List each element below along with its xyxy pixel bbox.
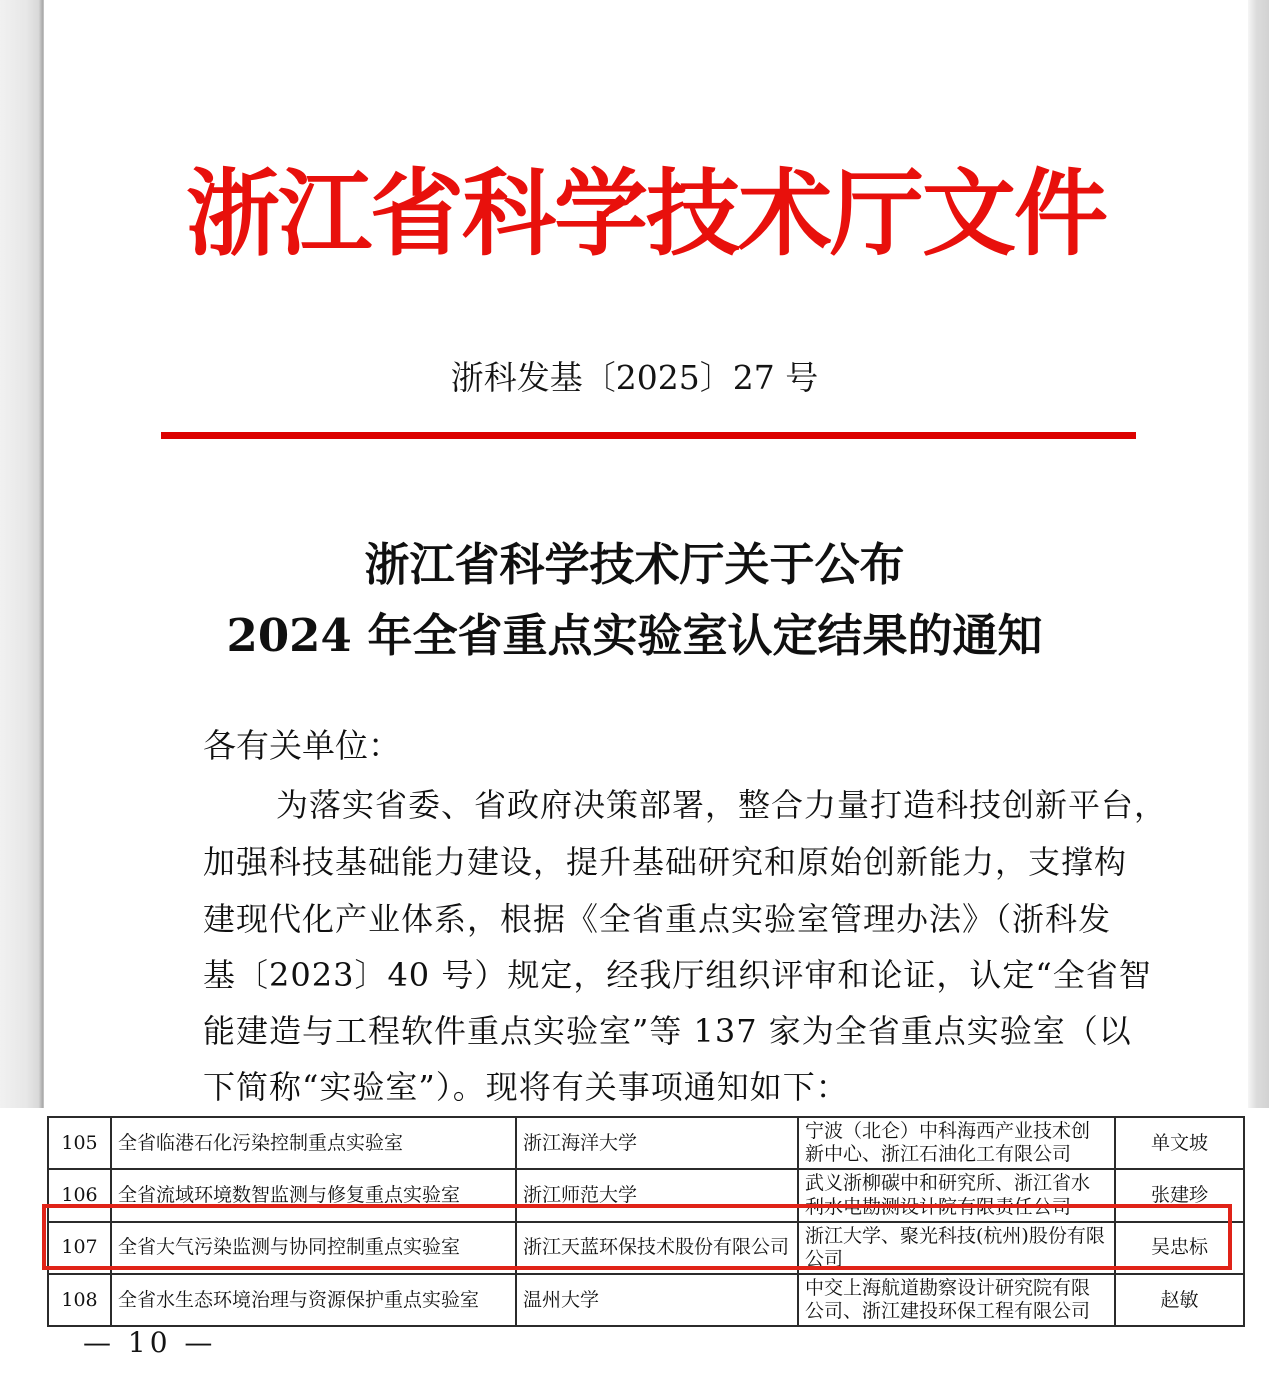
host-unit-cell: 温州大学 <box>516 1274 798 1326</box>
lab-name-cell: 全省临港石化污染控制重点实验室 <box>111 1117 516 1169</box>
body-line: 建现代化产业体系，根据《全省重点实验室管理办法》（浙科发 <box>203 900 1112 938</box>
lab-name-cell: 全省水生态环境治理与资源保护重点实验室 <box>111 1274 516 1326</box>
partner-unit-cell: 中交上海航道勘察设计研究院有限公司、浙江建投环保工程有限公司 <box>798 1274 1115 1326</box>
host-unit-cell: 浙江海洋大学 <box>516 1117 798 1169</box>
row-107-highlight-box <box>42 1204 1232 1270</box>
body-line: 加强科技基础能力建设，提升基础研究和原始创新能力，支撑构 <box>203 843 1128 881</box>
lab-name-cell: 全省大气污染监测与协同控制重点实验室 <box>111 1222 516 1274</box>
salutation: 各有关单位： <box>203 726 401 765</box>
host-unit-cell: 浙江师范大学 <box>516 1169 798 1221</box>
document-number: 浙科发基〔2025〕27 号 <box>450 358 819 397</box>
red-divider-rule <box>161 432 1136 439</box>
body-line: 下简称“实验室”）。现将有关事项通知如下： <box>203 1068 849 1106</box>
page-number: — 10 — <box>83 1326 217 1359</box>
director-cell: 单文坡 <box>1115 1117 1244 1169</box>
director-cell: 吴忠标 <box>1115 1222 1244 1274</box>
table-row <box>48 1117 1244 1169</box>
table-row <box>48 1274 1244 1326</box>
partner-unit-cell: 浙江大学、聚光科技(杭州)股份有限公司 <box>798 1222 1115 1274</box>
row-number-cell: 108 <box>48 1274 111 1326</box>
notice-title-line1: 浙江省科学技术厅关于公布 <box>364 538 905 591</box>
host-unit-cell: 浙江天蓝环保技术股份有限公司 <box>516 1222 798 1274</box>
row-number-cell: 107 <box>48 1222 111 1274</box>
notice-title-line2: 2024 年全省重点实验室认定结果的通知 <box>226 609 1043 662</box>
body-line: 为落实省委、省政府决策部署，整合力量打造科技创新平台， <box>276 786 1168 824</box>
row-number-cell: 105 <box>48 1117 111 1169</box>
document-header-title: 浙江省科学技术厅文件 <box>185 159 1106 269</box>
body-line: 基〔2023〕40 号）规定，经我厅组织评审和论证，认定“全省智 <box>203 956 1152 994</box>
lab-name-cell: 全省流域环境数智监测与修复重点实验室 <box>111 1169 516 1221</box>
director-cell: 赵敏 <box>1115 1274 1244 1326</box>
body-line: 能建造与工程软件重点实验室”等 137 家为全省重点实验室（以 <box>203 1012 1132 1050</box>
partner-unit-cell: 武义浙柳碳中和研究所、浙江省水利水电勘测设计院有限责任公司 <box>798 1169 1115 1221</box>
partner-unit-cell: 宁波（北仑）中科海西产业技术创新中心、浙江石油化工有限公司 <box>798 1117 1115 1169</box>
lab-list-table-section <box>0 1108 1269 1386</box>
row-number-cell: 106 <box>48 1169 111 1221</box>
director-cell: 张建珍 <box>1115 1169 1244 1221</box>
